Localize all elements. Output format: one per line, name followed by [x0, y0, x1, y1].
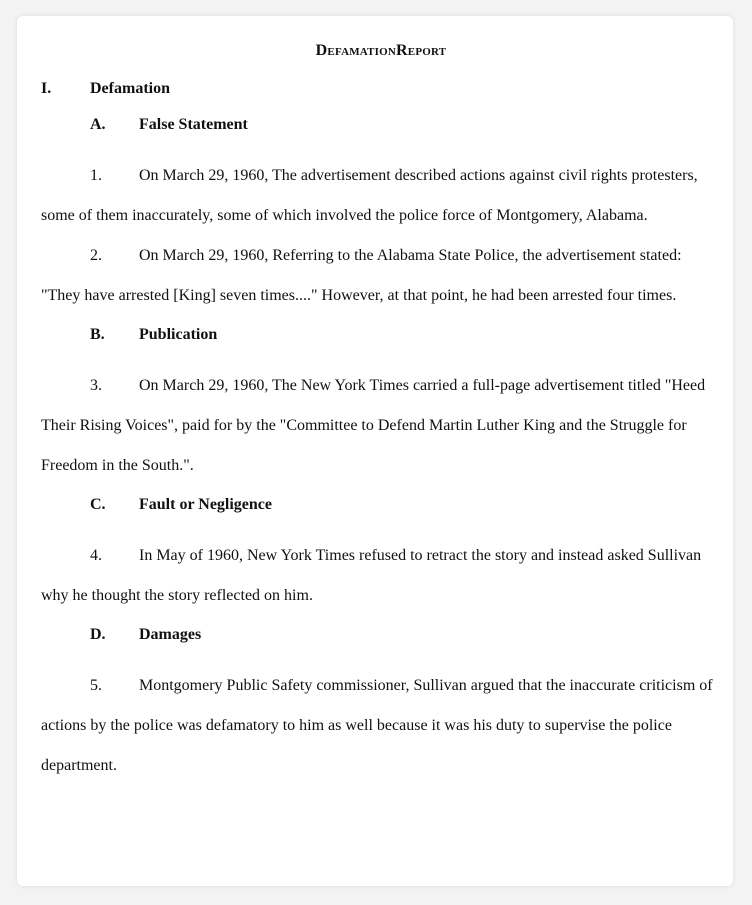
subsection-heading-fault [41, 496, 721, 536]
paragraph-number: 1. [90, 167, 102, 184]
section-title: Defamation [90, 80, 170, 97]
subsection-heading-false-statement [41, 116, 721, 156]
paragraph-5 [41, 666, 721, 786]
paragraph-2 [41, 236, 721, 316]
paragraph-number: 3. [90, 377, 102, 394]
subsection-letter: D. [90, 626, 106, 643]
paragraph-4 [41, 536, 721, 616]
paragraph-number: 4. [90, 547, 102, 564]
document-page [17, 16, 733, 886]
paragraph-text: In May of 1960, New York Times refused to retract the story and instead asked Sullivan why he thought the story reflected on him. [41, 547, 702, 604]
subsection-letter: A. [90, 116, 106, 133]
paragraph-number: 5. [90, 677, 102, 694]
paragraph-3 [41, 366, 721, 486]
paragraph-1 [41, 156, 721, 236]
section-number: I. [41, 80, 52, 97]
subsection-title: False Statement [139, 116, 248, 133]
subsection-title: Fault or Negligence [139, 496, 273, 513]
subsection-heading-damages [41, 626, 721, 666]
paragraph-number: 2. [90, 247, 102, 264]
subsection-letter: B. [90, 326, 105, 343]
subsection-title: Publication [139, 326, 218, 343]
subsection-heading-publication [41, 326, 721, 366]
paragraph-text: On March 29, 1960, The New York Times carried a full-page advertisement titled "Heed Their Rising Voices", paid for by the "Committee to Defend Martin Luther King and the Struggle for Freedom in the South.". [41, 377, 706, 474]
document-content [41, 42, 721, 786]
paragraph-text: Montgomery Public Safety commissioner, Sullivan argued that the inaccurate criticism of actions by the police was defamatory to him as well because it was his duty to supervise the police department. [41, 677, 713, 774]
section-heading [41, 80, 721, 116]
subsection-letter: C. [90, 496, 106, 513]
document-title: DefamationReport [315, 42, 447, 59]
subsection-title: Damages [139, 626, 202, 643]
paragraph-text: On March 29, 1960, The advertisement described actions against civil rights protesters, some of them inaccurately, some of which involved the police force of Montgomery, Alabama. [41, 167, 698, 224]
paragraph-text: On March 29, 1960, Referring to the Alabama State Police, the advertisement stated: "They have arrested [King] seven times...." However, at that point, he had been arrested four times. [41, 247, 682, 304]
